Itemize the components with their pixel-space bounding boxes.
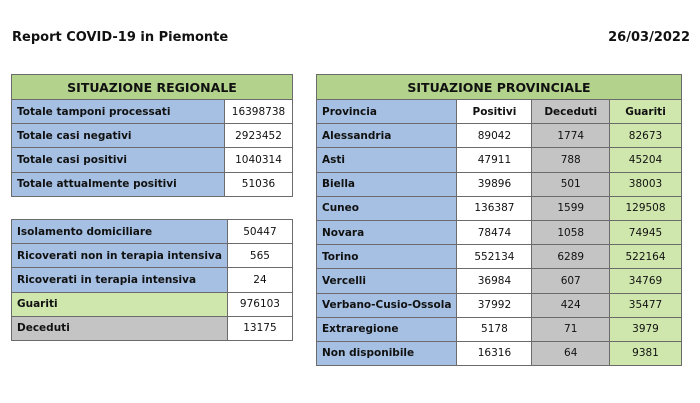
row-provincia: Extraregione bbox=[317, 317, 457, 341]
row-provincia: Torino bbox=[317, 245, 457, 269]
row-positivi: 16316 bbox=[457, 341, 532, 365]
table-row bbox=[317, 196, 682, 220]
regional-summary-table bbox=[11, 74, 293, 197]
table-row bbox=[317, 293, 682, 317]
row-positivi: 39896 bbox=[457, 172, 532, 196]
column-header-row bbox=[317, 100, 682, 124]
provincial-table bbox=[316, 74, 682, 366]
table-row bbox=[317, 245, 682, 269]
row-guariti: 522164 bbox=[610, 245, 682, 269]
row-value: 50447 bbox=[227, 220, 292, 244]
row-guariti: 129508 bbox=[610, 196, 682, 220]
row-value: 2923452 bbox=[225, 124, 293, 148]
row-provincia: Cuneo bbox=[317, 196, 457, 220]
row-positivi: 5178 bbox=[457, 317, 532, 341]
table-row bbox=[317, 124, 682, 148]
row-positivi: 552134 bbox=[457, 245, 532, 269]
table-row bbox=[12, 172, 293, 196]
row-provincia: Novara bbox=[317, 220, 457, 244]
report-title: Report COVID-19 in Piemonte bbox=[12, 30, 229, 45]
regional-header-row bbox=[12, 75, 293, 100]
row-guariti: 3979 bbox=[610, 317, 682, 341]
table-row bbox=[12, 268, 293, 292]
row-value: 565 bbox=[227, 244, 292, 268]
table-row-guariti bbox=[12, 292, 293, 316]
row-deceduti: 1774 bbox=[532, 124, 610, 148]
row-provincia: Verbano-Cusio-Ossola bbox=[317, 293, 457, 317]
row-provincia: Asti bbox=[317, 148, 457, 172]
row-positivi: 89042 bbox=[457, 124, 532, 148]
row-deceduti: 71 bbox=[532, 317, 610, 341]
row-deceduti: 1058 bbox=[532, 220, 610, 244]
table-row bbox=[317, 341, 682, 365]
column-header-provincia: Provincia bbox=[317, 100, 457, 124]
row-deceduti: 788 bbox=[532, 148, 610, 172]
row-label: Ricoverati in terapia intensiva bbox=[12, 268, 228, 292]
row-value: 24 bbox=[227, 268, 292, 292]
row-value: 51036 bbox=[225, 172, 293, 196]
provincial-header: SITUAZIONE PROVINCIALE bbox=[317, 75, 682, 100]
column-header-guariti: Guariti bbox=[610, 100, 682, 124]
table-row bbox=[317, 172, 682, 196]
row-label: Deceduti bbox=[12, 316, 228, 340]
row-value: 1040314 bbox=[225, 148, 293, 172]
table-row bbox=[12, 220, 293, 244]
table-row bbox=[12, 124, 293, 148]
regional-header: SITUAZIONE REGIONALE bbox=[12, 75, 293, 100]
row-label: Isolamento domiciliare bbox=[12, 220, 228, 244]
row-positivi: 136387 bbox=[457, 196, 532, 220]
row-guariti: 82673 bbox=[610, 124, 682, 148]
row-label: Totale attualmente positivi bbox=[12, 172, 225, 196]
row-guariti: 35477 bbox=[610, 293, 682, 317]
row-value: 13175 bbox=[227, 316, 292, 340]
regional-detail-table bbox=[11, 219, 293, 341]
row-deceduti: 424 bbox=[532, 293, 610, 317]
row-guariti: 45204 bbox=[610, 148, 682, 172]
column-header-positivi: Positivi bbox=[457, 100, 532, 124]
row-positivi: 47911 bbox=[457, 148, 532, 172]
row-value: 16398738 bbox=[225, 100, 293, 124]
row-label: Totale tamponi processati bbox=[12, 100, 225, 124]
row-label: Guariti bbox=[12, 292, 228, 316]
table-row bbox=[317, 220, 682, 244]
row-deceduti: 607 bbox=[532, 269, 610, 293]
provincial-header-row bbox=[317, 75, 682, 100]
row-deceduti: 501 bbox=[532, 172, 610, 196]
row-provincia: Vercelli bbox=[317, 269, 457, 293]
row-provincia: Alessandria bbox=[317, 124, 457, 148]
row-positivi: 78474 bbox=[457, 220, 532, 244]
table-row bbox=[317, 317, 682, 341]
row-value: 976103 bbox=[227, 292, 292, 316]
row-provincia: Biella bbox=[317, 172, 457, 196]
table-row-deceduti bbox=[12, 316, 293, 340]
column-header-deceduti: Deceduti bbox=[532, 100, 610, 124]
row-label: Ricoverati non in terapia intensiva bbox=[12, 244, 228, 268]
row-deceduti: 1599 bbox=[532, 196, 610, 220]
row-positivi: 37992 bbox=[457, 293, 532, 317]
row-positivi: 36984 bbox=[457, 269, 532, 293]
table-row bbox=[12, 148, 293, 172]
table-row bbox=[12, 100, 293, 124]
report-date: 26/03/2022 bbox=[608, 30, 690, 45]
row-guariti: 9381 bbox=[610, 341, 682, 365]
row-guariti: 34769 bbox=[610, 269, 682, 293]
row-guariti: 74945 bbox=[610, 220, 682, 244]
row-label: Totale casi positivi bbox=[12, 148, 225, 172]
table-row bbox=[317, 148, 682, 172]
table-row bbox=[317, 269, 682, 293]
provincial-body bbox=[317, 124, 682, 366]
row-label: Totale casi negativi bbox=[12, 124, 225, 148]
table-row bbox=[12, 244, 293, 268]
row-deceduti: 6289 bbox=[532, 245, 610, 269]
row-deceduti: 64 bbox=[532, 341, 610, 365]
row-guariti: 38003 bbox=[610, 172, 682, 196]
row-provincia: Non disponibile bbox=[317, 341, 457, 365]
